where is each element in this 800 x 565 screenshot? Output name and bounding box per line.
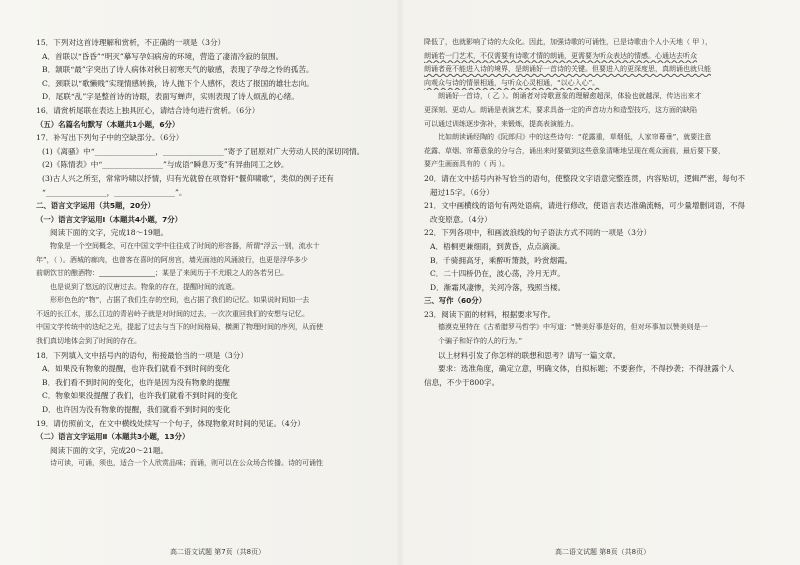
text-line: 19．请仿照前文，在文中横线处续写一个句子，体现物象对时间的见证。（4分） — [36, 418, 305, 428]
text-line: 我们真切地体会到了时间的存在。 — [36, 337, 141, 346]
text-line: A．首联以“昏昏”“明灭”摹写孕妇病房的环境，营造了凄清冷寂的氛围。 — [42, 51, 284, 61]
text-line: C．颈联以“歌懒贱”实现情感转换，诗人抛下个人感怀，表达了报国的雄壮志向。 — [42, 78, 314, 88]
text-line: 朗诵者竟不能进入诗的境界，是朗诵好一首诗的关键。但要进入的更深度思，真朗诵也就只能 — [424, 65, 711, 74]
text-line: 前朝饮甘的酿酒物：________________；某是了来阅历于不尤眼之人的各若另巳。 — [36, 269, 288, 278]
text-line: 改变原意。（4分） — [430, 214, 492, 224]
text-line: 22．下列各项中，和画波浪线的句子语法方式不同的一项是（3分） — [424, 228, 652, 238]
text-line: C．物象如果没提醒了我们，也许我们就看不到时间的变化 — [42, 391, 238, 401]
text-line: 超过15字。（6分） — [430, 187, 494, 197]
text-line: 16．请赏析尾联在表达上独具匠心，请结合诗句进行赏析。（6分） — [36, 105, 260, 115]
text-line: 阅读下面的文字，完成20～21题。 — [50, 445, 169, 455]
text-line: 18．下列填入文中括号内的语句，衔接最恰当的一项是（3分） — [36, 350, 248, 360]
text-line: 23．阅读下面的材料，根据要求写作。 — [424, 309, 556, 319]
text-line: A．梧桐更兼细雨，到黄昏，点点滴滴。 — [430, 241, 565, 251]
page-7 — [36, 36, 388, 541]
text-line: B．颔联“最”字突出了诗人病体对秋日初寒天气的敏感，表现了孕母之怜的孤苦。 — [42, 65, 314, 75]
text-line: 20．请在文中括号内补写恰当的语句，使整段文字语意完整连贯，内容贴切，逻辑严密，每句不 — [424, 173, 746, 183]
text-line: 更深刻、更动人。朗诵是表演艺术，要求具备一定的声音功力和造型技巧，这方面的缺陷 — [424, 105, 697, 114]
text-line: 个骗子和好诈的人的行为。” — [438, 337, 523, 346]
text-line: (1)《离骚》中“________________，________________”寄予了屈原对广大劳动人民的深切同情。 — [42, 146, 365, 156]
text-line: 德漠克里特在《古希腊罗马哲学》中写道：“赞美好事是好的，但对坏事加以赞美则是一 — [438, 323, 708, 332]
text-line: D．也许因为没有物象的提醒，我们就看不到时间的变化 — [42, 405, 231, 415]
text-line: （二）语言文字运用Ⅱ（本题共3小题，13分） — [36, 432, 190, 442]
text-line: 二、语言文字运用（共5题，20分） — [36, 201, 155, 211]
text-line: 比如朗读诵经陶的《阮郎归》中的这些诗句：“花露重，草烟低，人家帘幕垂”，就要注意 — [438, 133, 712, 142]
text-line: 花露、草烟、帘幕意象的分与合，诵出来时要做到这些意象清晰地呈现在观众面前，最后要下要， — [424, 146, 725, 155]
text-line: (3)古人兴之所至，常常吟啸以抒情，归有光就曾在项脊轩“偃仰啸歌”，类似的例子还有 — [42, 173, 334, 183]
text-line: 朗诵若一门艺术，不仅需要有诗歌才情的朗诵，更需要为听众表达的情感。心通达去听众 — [424, 51, 697, 60]
text-line: 物象是一个空间概念，可在中国文学中往往成了时间的形容器，所谓“浮云一别，流水十 — [50, 241, 320, 250]
text-line: 形形色色的“物”，占据了我们生存的空间，也占据了我们的记忆。如果说时间如一去 — [50, 296, 310, 305]
text-line: 也是说到了悠远的汉唐过去。物象的存在，提醒时间的流逝。 — [50, 282, 239, 291]
text-line: A．如果没有物象的提醒，也许我们就看不到时间的变化 — [42, 364, 230, 374]
text-line: 向观众与诗的情景相通，与听众心灵相通，“以心入心”。 — [424, 78, 600, 87]
footer-page-7: 高二语文试题 第7页（共8页） — [170, 548, 266, 556]
text-line: D．尾联“乱”字是整首诗的诗眼，表面写蝉声，实则表现了诗人烦乱的心绪。 — [42, 92, 299, 102]
text-line: 不返的长江水，那么江边的青岩岭子就是对时间的过去，一次次重回我们的安想与记忆。 — [36, 309, 309, 318]
text-line: (2)《陈情表》中“________________”与成语“瞬息万变”有异曲同工之妙。 — [42, 160, 289, 170]
text-line: B．我们看不到时间的变化，也许是因为没有物象的提醒 — [42, 377, 230, 387]
text-line: 要产生画面具有的（ 丙 ）。 — [424, 160, 509, 169]
text-line: 信息，不少于800字。 — [424, 377, 500, 387]
text-line: 三、写作（60分） — [424, 296, 487, 306]
text-line: B．千骑拥高牙，乘醉听箫鼓，吟赏烟霞。 — [430, 255, 573, 265]
text-line: 21．文中画横线的语句有两处语病，请进行修改，使语言表达准确流畅，可少量增删词语，不得 — [424, 201, 746, 211]
text-line: （一）语言文字运用Ⅰ（本题共4小题，7分） — [36, 214, 183, 224]
text-line: 年”，（ ）。酒城的廊肉，也曾客在喜时的阿房宫，墙光面池的风涌波行，也更是浮华多少 — [36, 255, 308, 264]
text-line: 朗诵好一首诗，（ 乙 ）。朗诵者对诗歌意象的理解愈超深，体验也就越深，传达出来才 — [438, 92, 702, 101]
text-line: 15．下列对这首诗理解和赏析，不正确的一项是（3分） — [36, 38, 226, 47]
text-line: 以上材料引发了你怎样的联想和思考？请写一篇文章。 — [438, 350, 621, 360]
text-line: 17．补写出下列句子中的空缺部分。（6分） — [36, 133, 184, 143]
text-line: 阅读下面的文字，完成18～19题。 — [50, 228, 169, 238]
text-line: C．二十四桥仍在，波心荡，冷月无声。 — [430, 269, 565, 279]
text-line: 中国文学传统中的迭纪之光，提起了过去与当下的时间格局，横溯了物理时间的序列，从而使 — [36, 323, 323, 332]
text-line: （五）名篇名句默写（本题共1小题，6分） — [36, 119, 180, 129]
text-line: 诗可读，可诵，须也，适合一个人欣赏品味；而诵，则可以在公众场合传播。诗的可诵性 — [50, 459, 323, 468]
text-line: “________________，________________”。 — [42, 187, 187, 197]
text-line: 可以通过训练逐步弥补，来锻炼，提高表演能力。 — [424, 119, 578, 128]
text-line: D．渐霜风凄惨，关河冷落，残照当楼。 — [430, 282, 566, 292]
footer-page-8: 高二语文试题 第8页（共8页） — [555, 548, 651, 556]
page-8 — [424, 36, 774, 541]
text-line: 要求：选准角度，确定立意，明确文体，自拟标题；不要套作，不得抄袭；不得泄露个人 — [438, 364, 735, 374]
text-line: 降低了，也就影响了诗的大众化。因此，加强诗歌的可诵性，已是诗歌由个人小天地（ 甲 ）， — [424, 38, 712, 46]
